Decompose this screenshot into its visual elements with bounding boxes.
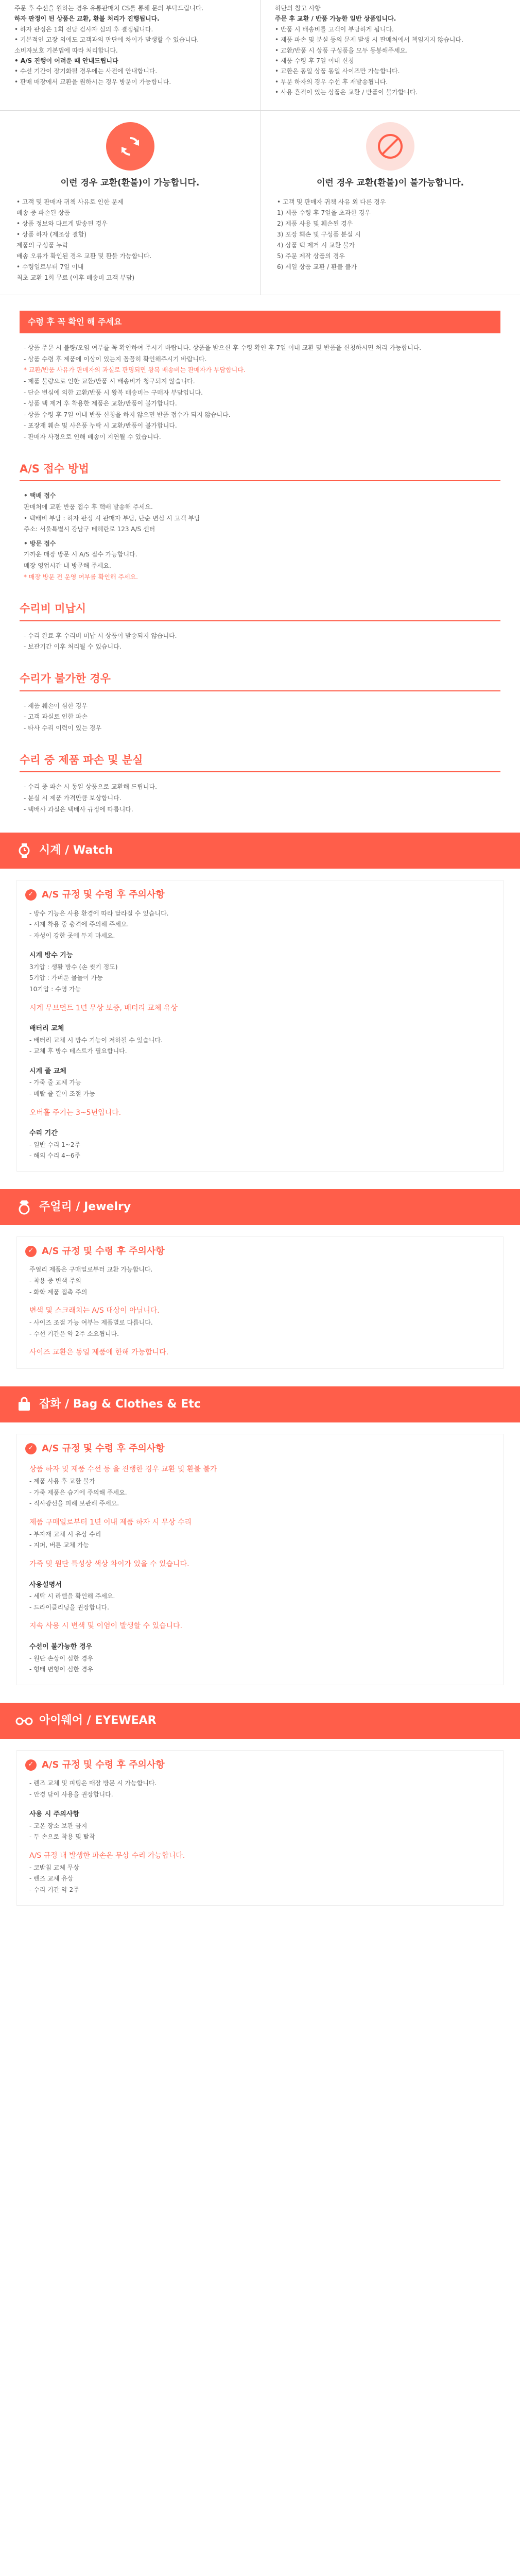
note-line: • 부분 하자의 경우 수선 후 재발송됩니다. xyxy=(275,78,388,86)
note-line: • 사용 흔적이 있는 상품은 교환 / 반품이 불가합니다. xyxy=(275,89,418,96)
note-line: - 상품 주문 시 불량/오염 여부를 꼭 확인하여 주시기 바랍니다. 상품을 받으신 후 수령 확인 후 7일 이내 교환 및 반품을 신청하시면 처리 가능합니다. xyxy=(24,344,422,352)
exchange-impossible-list xyxy=(271,197,510,276)
note-line: - 가죽 제품은 습기에 주의해 주세요. xyxy=(29,1488,127,1496)
section-title-as-method: A/S 접수 방법 xyxy=(0,460,520,484)
top-notes-right xyxy=(260,0,520,110)
subheading: 수리 기간 xyxy=(29,1129,58,1138)
note-line: • 수선 기간이 장기화될 경우에는 사전에 안내합니다. xyxy=(14,67,158,75)
note-line: - 지퍼, 버튼 교체 가능 xyxy=(29,1541,90,1549)
list-item: • 상품 정보와 다르게 발송된 경우 xyxy=(16,220,108,228)
subheading: 배터리 교체 xyxy=(29,1025,64,1033)
note-line: 가까운 매장 방문 시 A/S 접수 가능합니다. xyxy=(24,551,137,558)
category-bar-eyewear xyxy=(0,1703,520,1739)
note-line: * 교환/반품 사유가 판매자의 과실로 판명되면 왕복 배송비는 판매자가 부담합니다. xyxy=(24,366,246,374)
note-line: - 택배사 과실은 택배사 규정에 따릅니다. xyxy=(24,805,133,813)
note-line: - 상품 수령 후 7일 이내 반품 신청을 하지 않으면 반품 접수가 되지 않습니다. xyxy=(24,411,231,418)
exchange-possible-list xyxy=(10,197,250,286)
list-item: • 고객 및 판매자 귀책 사유 외 다른 경우 xyxy=(277,198,386,206)
note-line: - 해외 수리 4~6주 xyxy=(29,1152,81,1160)
as-method-visit-heading: • 방문 접수 xyxy=(24,539,56,547)
list-item: 1) 제품 수령 후 7일을 초과한 경우 xyxy=(277,209,371,217)
highlight-note: 가죽 및 원단 특성상 색상 차이가 있을 수 있습니다. xyxy=(29,1560,189,1569)
exchange-impossible xyxy=(260,111,520,295)
note-line: - 제품 불량으로 인한 교환/반품 시 배송비가 청구되지 않습니다. xyxy=(24,378,195,385)
note-line: - 수리 완료 후 수리비 미납 시 상품이 발송되지 않습니다. xyxy=(24,632,177,639)
glasses-icon xyxy=(15,1712,33,1730)
note-line: - 상품 수령 후 제품에 이상이 있는지 꼼꼼히 확인해주시기 바랍니다. xyxy=(24,355,207,363)
note-line: • 택배비 부담 : 하자 판정 시 판매자 부담, 단순 변심 시 고객 부담 xyxy=(24,514,200,522)
note-line: • 제품 수령 후 7일 이내 신청 xyxy=(275,57,354,64)
highlight-note: 사이즈 교환은 동일 제품에 한해 가능합니다. xyxy=(29,1348,169,1357)
note-line: 주문 후 교환 / 반품 가능한 일반 상품입니다. xyxy=(275,15,396,23)
jewelry-rules xyxy=(16,1236,504,1369)
bag-rules xyxy=(16,1434,504,1685)
note-line: 주얼리 제품은 구매일로부터 교환 가능합니다. xyxy=(29,1266,153,1274)
note-line: • 판매 매장에서 교환을 원하시는 경우 방문이 가능합니다. xyxy=(14,78,171,86)
note-line: - 사이즈 조절 가능 여부는 제품별로 다릅니다. xyxy=(29,1318,153,1326)
refresh-icon xyxy=(106,122,154,171)
list-item: • 상품 하자 (제조상 결함) xyxy=(16,231,87,239)
highlight-note: A/S 규정 내 발생한 파손은 무상 수리 가능합니다. xyxy=(29,1852,185,1860)
card-title: A/S 규정 및 수령 후 주의사항 xyxy=(42,1245,165,1257)
highlight-note: 오버홀 주기는 3~5년입니다. xyxy=(29,1108,122,1117)
card-header xyxy=(25,1243,495,1260)
list-item: 배송 오류가 확인된 경우 교환 및 환불 가능합니다. xyxy=(16,252,152,260)
list-item: • 수령일로부터 7일 이내 xyxy=(16,263,84,271)
note-line: - 수선 기간은 약 2주 소요됩니다. xyxy=(29,1330,119,1337)
note-line: - 코받침 교체 무상 xyxy=(29,1863,79,1871)
exchange-conditions xyxy=(0,111,520,296)
note-line: - 고객 과실로 인한 파손 xyxy=(24,713,88,721)
note-line: - 포장재 훼손 및 사은품 누락 시 교환/반품이 불가합니다. xyxy=(24,422,177,430)
watch-icon xyxy=(15,842,33,859)
list-item: 3) 포장 훼손 및 구성품 분실 시 xyxy=(277,231,361,239)
damage-loss xyxy=(0,782,520,815)
top-notes xyxy=(0,0,520,111)
note-line: - 수리 중 파손 시 동일 상품으로 교환해 드립니다. xyxy=(24,783,157,791)
watch-rules xyxy=(16,880,504,1172)
subheading: 수선이 불가능한 경우 xyxy=(29,1643,93,1651)
exchange-impossible-title: 이런 경우 교환(환불)이 불가능합니다. xyxy=(316,177,464,188)
note-line: - 렌즈 교체 및 피팅은 매장 방문 시 가능합니다. xyxy=(29,1780,157,1787)
category-bar-bag xyxy=(0,1386,520,1422)
note-line: - 자성이 강한 곳에 두지 마세요. xyxy=(29,931,115,939)
highlight-note: 지속 사용 시 변색 및 이염이 발생할 수 있습니다. xyxy=(29,1622,183,1631)
note-line: - 제품 훼손이 심한 경우 xyxy=(24,702,88,709)
note-line: - 직사광선을 피해 보관해 주세요. xyxy=(29,1500,119,1507)
note-line: - 제품 사용 후 교환 불가 xyxy=(29,1478,95,1485)
section-title-repair-unpaid: 수리비 미납시 xyxy=(0,599,520,623)
note-line: - 메탈 줄 길이 조절 가능 xyxy=(29,1090,95,1097)
note-line: 주소: 서울특별시 강남구 테헤란로 123 A/S 센터 xyxy=(24,526,155,533)
category-label: 시계 / Watch xyxy=(39,843,113,857)
note-line: • 제품 파손 및 분실 등의 문제 발생 시 판매처에서 책임지지 않습니다. xyxy=(275,36,463,44)
top-notes-left xyxy=(0,0,260,110)
note-line: - 드라이클리닝을 권장합니다. xyxy=(29,1603,109,1611)
ring-icon xyxy=(15,1198,33,1216)
note-line: - 배터리 교체 시 방수 기능이 저하될 수 있습니다. xyxy=(29,1036,163,1044)
note-line: - 세탁 시 라벨을 확인해 주세요. xyxy=(29,1592,115,1600)
list-item: 배송 중 파손된 상품 xyxy=(16,209,71,217)
note-line: 판매처에 교환 반품 접수 후 택배 발송해 주세요. xyxy=(24,503,153,511)
check-notes xyxy=(0,343,520,443)
note-line: - 가죽 줄 교체 가능 xyxy=(29,1079,81,1087)
note-line: • 기본적인 고장 외에도 고객과의 판단에 차이가 발생할 수 있습니다. xyxy=(14,36,199,44)
note-line: - 고온 장소 보관 금지 xyxy=(29,1822,88,1829)
note-line: - 교체 후 방수 테스트가 필요합니다. xyxy=(29,1047,127,1055)
note-line: - 착용 중 변색 주의 xyxy=(29,1277,81,1284)
note-line: • 반품 시 배송비를 고객이 부담하게 됩니다. xyxy=(275,25,394,33)
note-line: - 형태 변형이 심한 경우 xyxy=(29,1666,93,1673)
note-line: - 안경 닦이 사용을 권장합니다. xyxy=(29,1790,113,1798)
note-line: • 하자 판정은 1회 전담 검사자 심의 후 결정됩니다. xyxy=(14,25,153,33)
note-line: - 수리 기간 약 2주 xyxy=(29,1886,79,1894)
category-label: 주얼리 / Jewelry xyxy=(39,1200,131,1213)
note-line: - 보관기간 이후 처리될 수 있습니다. xyxy=(24,643,122,651)
note-line: 3기압 : 생활 방수 (손 씻기 정도) xyxy=(29,963,118,971)
category-bar-jewelry xyxy=(0,1189,520,1225)
subheading: 사용 시 주의사항 xyxy=(29,1810,79,1819)
subheading: 시계 줄 교체 xyxy=(29,1067,66,1075)
highlight-note: 시계 무브먼트 1년 무상 보증, 배터리 교체 유상 xyxy=(29,1004,178,1012)
note-line: - 타사 수리 이력이 있는 경우 xyxy=(24,724,101,732)
bag-icon xyxy=(15,1396,33,1413)
note-line: - 화학 제품 접촉 주의 xyxy=(29,1288,88,1296)
note-line: 10기압 : 수영 가능 xyxy=(29,985,81,993)
no-exchange-icon xyxy=(366,122,414,171)
note-line: - 단순 변심에 의한 교환/반품 시 왕복 배송비는 구매자 부담입니다. xyxy=(24,388,203,396)
card-header xyxy=(25,887,495,903)
subheading: 사용설명서 xyxy=(29,1581,62,1589)
note-line: - 판매자 사정으로 인해 배송이 지연될 수 있습니다. xyxy=(24,433,161,441)
note-line: 주문 후 수선을 원하는 경우 유통판매처 CS를 통해 문의 부탁드립니다. xyxy=(14,5,204,12)
note-line: * 매장 방문 전 운영 여부를 확인해 주세요. xyxy=(24,573,138,581)
category-bar-watch xyxy=(0,833,520,869)
note-line: • 교환은 동일 상품 동일 사이즈만 가능합니다. xyxy=(275,67,400,75)
as-method-courier-heading: • 택배 접수 xyxy=(24,492,56,500)
section-title-damage-loss: 수리 중 제품 파손 및 분실 xyxy=(0,751,520,775)
exchange-possible xyxy=(0,111,260,295)
section-title-repair-impossible: 수리가 불가한 경우 xyxy=(0,669,520,693)
eyewear-rules xyxy=(16,1750,504,1906)
check-icon: ✓ xyxy=(25,1443,37,1454)
section-title-check: 수령 후 꼭 확인 해 주세요 xyxy=(20,311,500,333)
category-label: 잡화 / Bag & Clothes & Etc xyxy=(39,1397,201,1411)
subheading: 시계 방수 기능 xyxy=(29,952,73,960)
repair-unpaid xyxy=(0,631,520,653)
note-line: • A/S 진행이 어려운 때 안내드립니다 xyxy=(14,57,118,64)
note-line: - 일반 수리 1~2주 xyxy=(29,1141,81,1148)
note-line: 하단의 참고 사항 xyxy=(275,5,321,12)
check-icon: ✓ xyxy=(25,1246,37,1257)
note-line: 5기압 : 가벼운 물놀이 가능 xyxy=(29,974,103,982)
list-item: 6) 세일 상품 교환 / 환불 불가 xyxy=(277,263,357,271)
note-line: - 부자재 교체 시 유상 수리 xyxy=(29,1530,101,1538)
card-header xyxy=(25,1757,495,1773)
check-icon: ✓ xyxy=(25,889,37,901)
card-title: A/S 규정 및 수령 후 주의사항 xyxy=(42,1759,165,1770)
note-line: - 상품 택 제거 후 착용한 제품은 교환/반품이 불가합니다. xyxy=(24,400,177,408)
note-line: 매장 영업시간 내 방문해 주세요. xyxy=(24,562,111,569)
note-line: - 시계 착용 중 충격에 주의해 주세요. xyxy=(29,921,129,928)
card-header xyxy=(25,1440,495,1457)
list-item: 2) 제품 사용 및 훼손된 경우 xyxy=(277,220,353,228)
card-title: A/S 규정 및 수령 후 주의사항 xyxy=(42,889,165,901)
list-item: • 고객 및 판매자 귀책 사유로 인한 문제 xyxy=(16,198,124,206)
list-item: 최초 교환 1회 무료 (이후 배송비 고객 부담) xyxy=(16,274,135,282)
list-item: 5) 주문 제작 상품의 경우 xyxy=(277,252,345,260)
list-item: 제품의 구성품 누락 xyxy=(16,242,68,249)
note-line: - 두 손으로 착용 및 탈착 xyxy=(29,1833,95,1841)
note-line: 소비자보호 기본법에 따라 처리합니다. xyxy=(14,46,118,54)
repair-impossible xyxy=(0,701,520,734)
list-item: 4) 상품 택 제거 시 교환 불가 xyxy=(277,242,355,249)
note-line: • 교환/반품 시 상품 구성품을 모두 동봉해주세요. xyxy=(275,46,408,54)
highlight-note: 변색 및 스크래치는 A/S 대상이 아닙니다. xyxy=(29,1307,160,1315)
highlight-note: 제품 구매일로부터 1년 이내 제품 하자 시 무상 수리 xyxy=(29,1518,192,1527)
note-line: - 분실 시 제품 가격만큼 보상합니다. xyxy=(24,794,122,802)
check-icon: ✓ xyxy=(25,1759,37,1771)
card-title: A/S 규정 및 수령 후 주의사항 xyxy=(42,1443,165,1454)
as-method xyxy=(0,490,520,583)
note-line: - 원단 손상이 심한 경우 xyxy=(29,1654,93,1662)
note-line: - 방수 기능은 사용 환경에 따라 달라질 수 있습니다. xyxy=(29,909,169,917)
highlight-note: 상품 하자 및 제품 수선 등 을 진행한 경우 교환 및 환불 불가 xyxy=(29,1465,217,1474)
category-label: 아이웨어 / EYEWEAR xyxy=(39,1714,157,1727)
note-line: 하자 판정이 된 상품은 교환, 환불 처리가 진행됩니다. xyxy=(14,15,160,23)
note-line: - 렌즈 교체 유상 xyxy=(29,1875,74,1883)
exchange-possible-title: 이런 경우 교환(환불)이 가능합니다. xyxy=(60,177,200,188)
